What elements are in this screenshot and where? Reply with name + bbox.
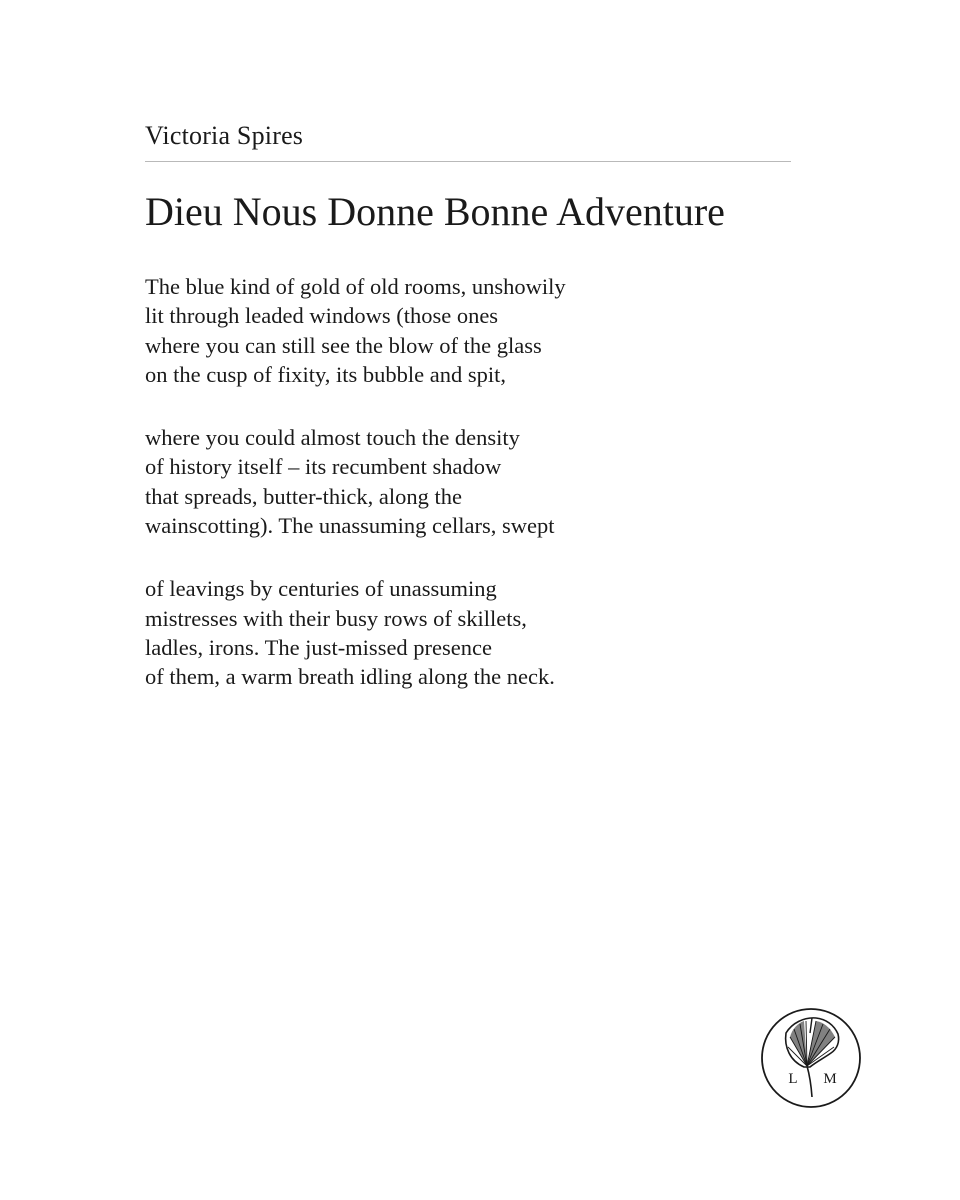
- logo-letter-left: L: [788, 1071, 798, 1087]
- poem-body: [145, 272, 765, 726]
- poem-line: mistresses with their busy rows of skillets,: [145, 605, 527, 631]
- poem-line: where you can still see the blow of the glass: [145, 332, 542, 358]
- ginkgo-leaf-icon: [760, 1007, 862, 1109]
- logo-letter-right: M: [823, 1071, 837, 1087]
- header-divider: [145, 161, 791, 162]
- poem-line: of leavings by centuries of unassuming: [145, 576, 497, 602]
- poem-line: wainscotting). The unassuming cellars, swept: [145, 513, 555, 539]
- poem-line: where you could almost touch the density: [145, 425, 520, 451]
- poem-line: The blue kind of gold of old rooms, unshowily: [145, 274, 566, 299]
- poem-line: ladles, irons. The just-missed presence: [145, 634, 493, 660]
- poem-title: Dieu Nous Donne Bonne Adventure: [145, 189, 725, 234]
- publisher-logo: [760, 1007, 862, 1109]
- stanza-3: [145, 574, 765, 691]
- poem-line: lit through leaded windows (those ones: [145, 303, 499, 329]
- author-name: Victoria Spires: [145, 121, 304, 150]
- poem-line: of them, a warm breath idling along the neck.: [145, 664, 555, 690]
- poem-line: of history itself – its recumbent shadow: [145, 454, 502, 480]
- poem-line: that spreads, butter-thick, along the: [145, 483, 462, 509]
- poem-line: on the cusp of fixity, its bubble and spit,: [145, 361, 506, 387]
- stanza-2: [145, 423, 765, 540]
- stanza-1: [145, 272, 765, 389]
